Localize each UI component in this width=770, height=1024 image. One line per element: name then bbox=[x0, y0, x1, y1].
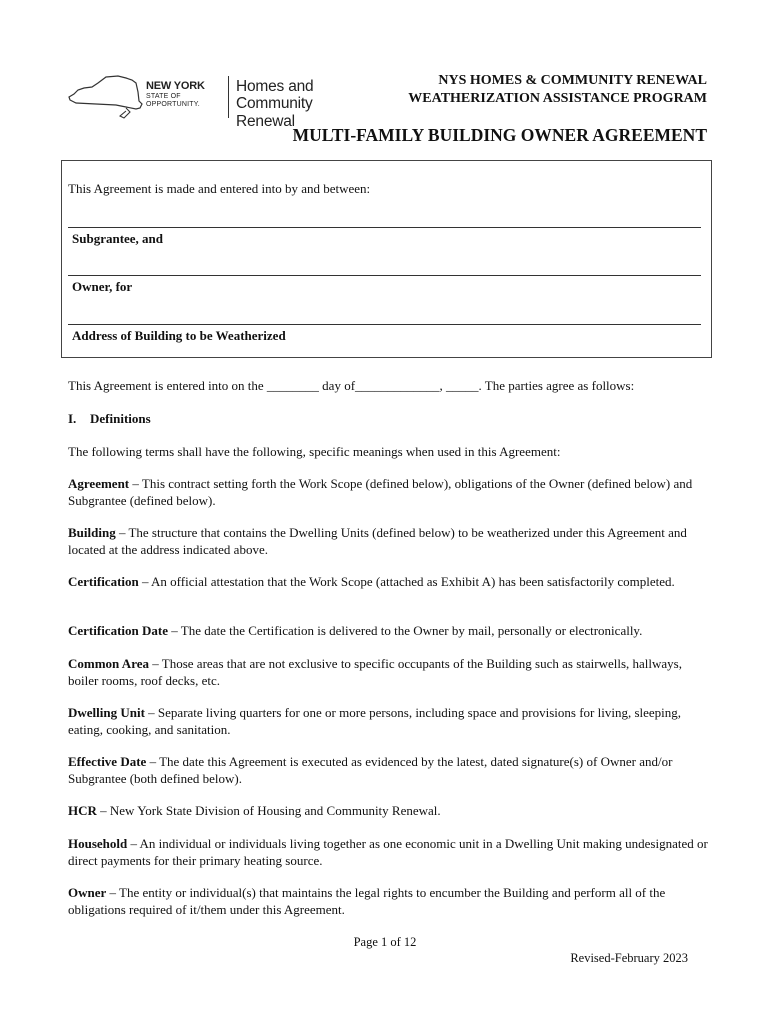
org-line-1: NYS HOMES & COMMUNITY RENEWAL bbox=[438, 73, 707, 88]
revision-date: Revised-February 2023 bbox=[570, 951, 688, 965]
definition-term: Household bbox=[68, 836, 128, 851]
definition-item bbox=[68, 836, 708, 869]
definition-item bbox=[68, 705, 708, 738]
building-address-label: Address of Building to be Weatherized bbox=[72, 328, 286, 343]
definition-item bbox=[68, 754, 708, 787]
definition-term: Agreement bbox=[68, 476, 130, 491]
definition-text: – The date this Agreement is executed as evidenced by the latest, dated signature(s) of Owner and/or Subgrantee (both defined below). bbox=[68, 754, 673, 786]
definition-term: Common Area bbox=[68, 656, 150, 671]
definition-term: Certification Date bbox=[68, 623, 168, 638]
logo-opportunity: OPPORTUNITY. bbox=[146, 101, 200, 108]
new-york-state-outline-icon bbox=[66, 74, 146, 122]
page-number: Page 1 of 12 bbox=[353, 935, 417, 949]
definition-term: Effective Date bbox=[68, 754, 147, 769]
section-title: Definitions bbox=[90, 411, 151, 426]
definition-text: – An official attestation that the Work Scope (attached as Exhibit A) has been satisfactorily completed. bbox=[138, 574, 675, 589]
logo-community-renewal: Community Renewal bbox=[236, 95, 313, 130]
definition-text: – The structure that contains the Dwelling Units (defined below) to be weatherized under this Agreement and located at the address indicated above. bbox=[68, 525, 687, 557]
definition-item bbox=[68, 885, 708, 918]
definition-text: – The date the Certification is delivered to the Owner by mail, personally or electronically. bbox=[168, 623, 643, 638]
org-line-2: WEATHERIZATION ASSISTANCE PROGRAM bbox=[408, 91, 707, 106]
subgrantee-label: Subgrantee, and bbox=[72, 231, 164, 246]
definition-text: – Separate living quarters for one or more persons, including space and provisions for living, sleeping, eating, cooking, and sanitation. bbox=[68, 705, 682, 737]
definition-item bbox=[68, 623, 708, 640]
definition-text: – Those areas that are not exclusive to specific occupants of the Building such as stairwells, hallways, boiler rooms, roof decks, etc. bbox=[68, 656, 682, 688]
definition-item bbox=[68, 803, 708, 820]
document-title: MULTI-FAMILY BUILDING OWNER AGREEMENT bbox=[292, 125, 707, 145]
owner-signature-line[interactable] bbox=[68, 275, 701, 276]
definition-term: Dwelling Unit bbox=[68, 705, 145, 720]
logo-state-of: STATE OF bbox=[146, 93, 181, 100]
definition-item bbox=[68, 656, 708, 689]
subgrantee-signature-line[interactable] bbox=[68, 227, 701, 228]
definition-term: Certification bbox=[68, 574, 139, 589]
building-address-line[interactable] bbox=[68, 324, 701, 325]
section-number: I. bbox=[68, 411, 77, 426]
parties-box bbox=[61, 160, 712, 358]
organization-heading bbox=[408, 72, 707, 108]
logo-homes-and: Homes and bbox=[236, 78, 314, 95]
definition-term: Building bbox=[68, 525, 116, 540]
definitions-intro: The following terms shall have the following, specific meanings when used in this Agreement: bbox=[68, 444, 561, 459]
definition-item bbox=[68, 525, 708, 558]
definition-term: Owner bbox=[68, 885, 107, 900]
definition-item bbox=[68, 574, 708, 591]
definition-text: – An individual or individuals living together as one economic unit in a Dwelling Unit making undesignated or direct payments for their primary heating source. bbox=[68, 836, 708, 868]
definition-term: HCR bbox=[68, 803, 97, 818]
definition-text: – The entity or individual(s) that maintains the legal rights to encumber the Building and perform all of the obligations required of it/them under this Agreement. bbox=[68, 885, 666, 917]
definition-text: – This contract setting forth the Work Scope (defined below), obligations of the Owner (defined below) and Subgrantee (defined below). bbox=[68, 476, 693, 508]
definition-text: – New York State Division of Housing and Community Renewal. bbox=[96, 803, 441, 818]
definition-item bbox=[68, 476, 708, 509]
logo-new-york: NEW YORK bbox=[146, 80, 205, 92]
entry-date-line: This Agreement is entered into on the ________ day of_____________, _____. The parties agree as follows: bbox=[68, 378, 635, 393]
nys-hcr-logo bbox=[66, 74, 316, 130]
logo-divider bbox=[228, 76, 229, 118]
owner-label: Owner, for bbox=[72, 279, 133, 294]
parties-intro: This Agreement is made and entered into by and between: bbox=[68, 181, 371, 196]
section-heading-definitions bbox=[68, 411, 151, 427]
